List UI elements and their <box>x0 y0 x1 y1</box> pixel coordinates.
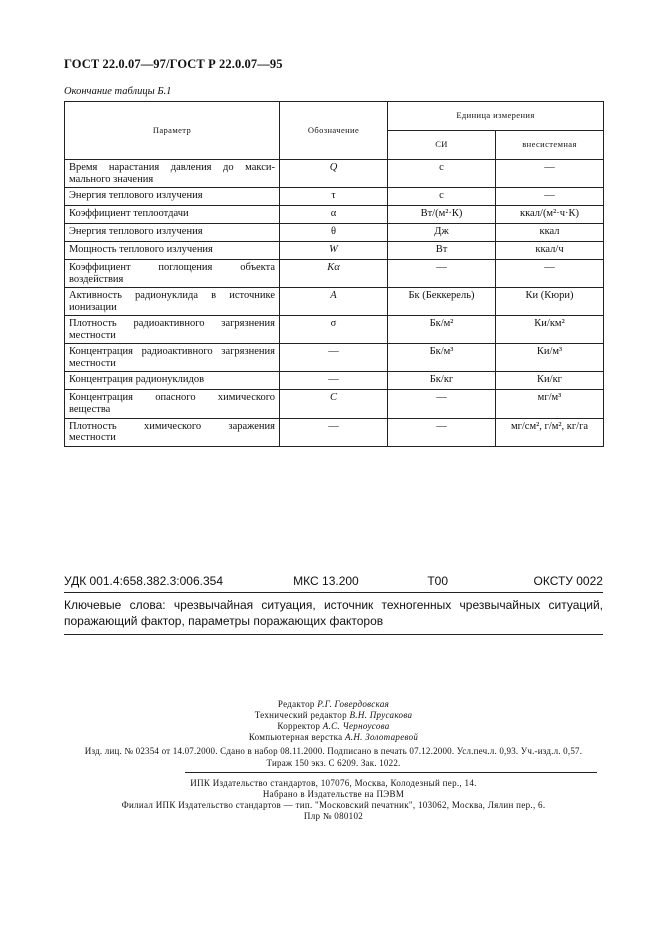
staff-line <box>64 732 603 743</box>
table-row <box>65 224 604 242</box>
t-code: Т00 <box>427 574 449 588</box>
imprint-line: Филиал ИПК Издательство стандартов — тип. "Московский печатник", 103062, Москва, Лялин пер., 6. <box>121 800 546 810</box>
table-row <box>65 206 604 224</box>
staff-name: А.Н. Золотаревой <box>344 732 419 742</box>
udk-code: УДК 001.4:658.382.3:006.354 <box>64 574 223 588</box>
symbol-cell: θ <box>280 224 388 242</box>
table-row <box>65 418 604 446</box>
ext-unit-cell: Ки/кг <box>496 372 604 390</box>
param-cell: Коэффициент поглощения объекта воздействия <box>65 260 280 288</box>
si-unit-cell: — <box>388 418 496 446</box>
staff-name: А.С. Черноусова <box>322 721 390 731</box>
param-cell: Энергия теплового излучения <box>65 224 280 242</box>
header-param: Параметр <box>65 102 280 160</box>
symbol-cell: α <box>280 206 388 224</box>
mks-code: МКС 13.200 <box>293 574 359 588</box>
ext-unit-cell: Ки (Кюри) <box>496 288 604 316</box>
staff-line <box>64 699 603 710</box>
license-info <box>64 745 603 769</box>
param-cell: Плотность химического заражения местности <box>65 418 280 446</box>
param-cell: Концентрация радионуклидов <box>65 372 280 390</box>
param-cell: Концентрация радиоактивного загрязнения местности <box>65 344 280 372</box>
imprint-line: Набрано в Издательстве на ПЭВМ <box>262 789 405 799</box>
table-row <box>65 160 604 188</box>
symbol-cell: C <box>280 390 388 418</box>
staff-line <box>64 721 603 732</box>
si-unit-cell: Бк/м² <box>388 316 496 344</box>
license-line: Изд. лиц. № 02354 от 14.07.2000. Сдано в набор 08.11.2000. Подписано в печать 07.12.2000. Усл.печ.л. 0,93. Уч.-изд.л. 0,57. <box>84 746 583 756</box>
symbol-cell: A <box>280 288 388 316</box>
table-row <box>65 288 604 316</box>
imprint-line: Плр № 080102 <box>303 811 364 821</box>
page-header: ГОСТ 22.0.07—97/ГОСТ Р 22.0.07—95 <box>64 57 283 71</box>
symbol-cell: — <box>280 344 388 372</box>
table-row <box>65 390 604 418</box>
ext-unit-cell: ккал/(м²·ч·К) <box>496 206 604 224</box>
staff-role: Компьютерная верстка <box>248 732 343 742</box>
staff-role: Редактор <box>277 699 315 709</box>
staff-name: В.Н. Прусакова <box>349 710 413 720</box>
license-line: Тираж 150 экз. С 6209. Зак. 1022. <box>266 758 401 768</box>
si-unit-cell: — <box>388 390 496 418</box>
staff-line <box>64 710 603 721</box>
ext-unit-cell: — <box>496 260 604 288</box>
table-row <box>65 372 604 390</box>
editorial-staff <box>64 699 603 743</box>
param-cell: Коэффициент теплоотдачи <box>65 206 280 224</box>
divider <box>64 634 603 635</box>
staff-role: Корректор <box>277 721 321 731</box>
ext-unit-cell: — <box>496 160 604 188</box>
param-cell: Мощность теплового излучения <box>65 242 280 260</box>
param-cell: Активность радионуклида в источнике ионизации <box>65 288 280 316</box>
si-unit-cell: Вт <box>388 242 496 260</box>
header-ext: внесистемная <box>496 131 604 160</box>
ext-unit-cell: — <box>496 188 604 206</box>
si-unit-cell: Бк/кг <box>388 372 496 390</box>
table-row <box>65 316 604 344</box>
units-table <box>64 101 604 447</box>
param-cell: Плотность радиоактивного загрязнения местности <box>65 316 280 344</box>
divider <box>64 592 603 593</box>
si-unit-cell: Вт/(м²·К) <box>388 206 496 224</box>
header-symbol: Обозначение <box>280 102 388 160</box>
param-cell: Концентрация опасного химического вещества <box>65 390 280 418</box>
si-unit-cell: Бк (Беккерель) <box>388 288 496 316</box>
table-body <box>65 160 604 447</box>
ext-unit-cell: мг/м³ <box>496 390 604 418</box>
symbol-cell: Q <box>280 160 388 188</box>
symbol-cell: τ <box>280 188 388 206</box>
si-unit-cell: — <box>388 260 496 288</box>
header-si: СИ <box>388 131 496 160</box>
param-cell: Время нарастания давления до максимального значения <box>65 160 280 188</box>
imprint-line: ИПК Издательство стандартов, 107076, Москва, Колодезный пер., 14. <box>190 778 477 788</box>
symbol-cell: Kα <box>280 260 388 288</box>
keywords: Ключевые слова: чрезвычайная ситуация, источник техногенных чрезвычайных ситуаций, поражающий фактор, параметры поражающих факторов <box>64 598 603 628</box>
okstu-code: ОКСТУ 0022 <box>533 574 603 588</box>
staff-name: Р.Г. Говердовская <box>317 699 390 709</box>
ext-unit-cell: Ки/м³ <box>496 344 604 372</box>
param-cell: Энергия теплового излучения <box>65 188 280 206</box>
ext-unit-cell: ккал <box>496 224 604 242</box>
classification-codes <box>64 574 603 588</box>
si-unit-cell: Дж <box>388 224 496 242</box>
table-row <box>65 344 604 372</box>
symbol-cell: — <box>280 418 388 446</box>
si-unit-cell: с <box>388 188 496 206</box>
ext-unit-cell: Ки/км² <box>496 316 604 344</box>
si-unit-cell: Бк/м³ <box>388 344 496 372</box>
ext-unit-cell: ккал/ч <box>496 242 604 260</box>
table-row <box>65 188 604 206</box>
symbol-cell: σ <box>280 316 388 344</box>
header-unit: Единица измерения <box>388 102 604 131</box>
imprint <box>64 778 603 822</box>
divider <box>185 772 597 773</box>
ext-unit-cell: мг/см², г/м², кг/га <box>496 418 604 446</box>
table-row <box>65 242 604 260</box>
symbol-cell: W <box>280 242 388 260</box>
si-unit-cell: с <box>388 160 496 188</box>
staff-role: Технический редактор <box>254 710 347 720</box>
table-caption: Окончание таблицы Б.1 <box>64 86 172 97</box>
symbol-cell: — <box>280 372 388 390</box>
table-row <box>65 260 604 288</box>
